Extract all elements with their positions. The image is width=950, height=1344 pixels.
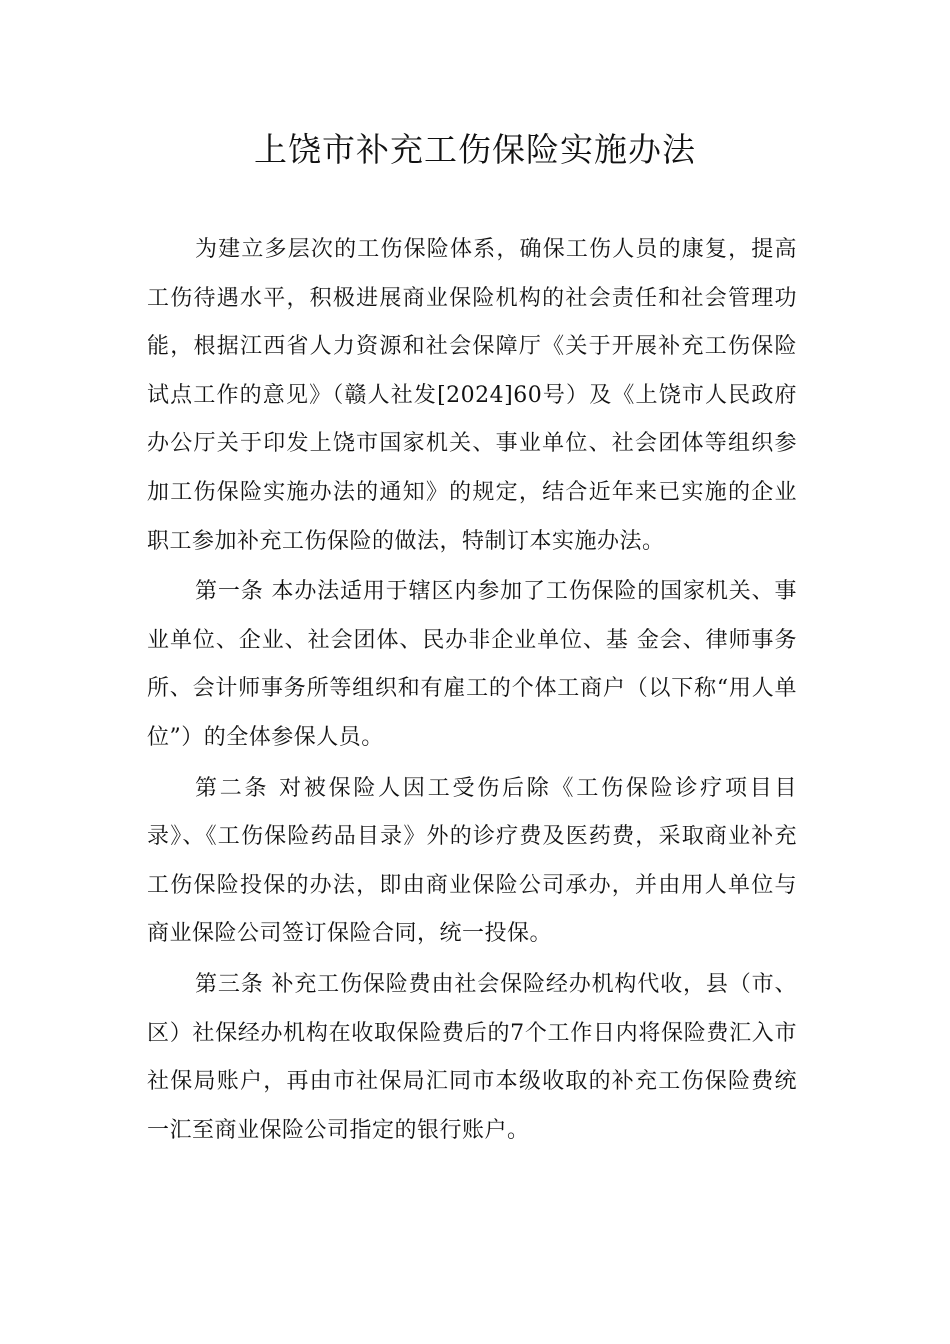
document-title: 上饶市补充工伤保险实施办法 — [254, 130, 696, 169]
article-3-paragraph: 第三条 补充工伤保险费由社会保险经办机构代收，县（市、区）社保经办机构在收取保险费后的7个工作日内将保险费汇入市社保局账户，再由市社保局汇同市本级收取的补充工伤保险费统一汇至商业保险公司指定的银行账户。 — [147, 971, 797, 1143]
article-1-paragraph: 第一条 本办法适用于辖区内参加了工伤保险的国家机关、事业单位、企业、社会团体、民办非企业单位、基 金会、律师事务所、会计师事务所等组织和有雇工的个体工商户（以下称“用人单位”）的全体参保人员。 — [147, 579, 797, 750]
document-body — [147, 226, 797, 1157]
article-2-paragraph: 第二条 对被保险人因工受伤后除《工伤保险诊疗项目目录》、《工伤保险药品目录》外的诊疗费及医药费，采取商业补充工伤保险投保的办法，即由商业保险公司承办，并由用人单位与商业保险公司签订保险合同，统一投保。 — [147, 775, 797, 947]
preamble-paragraph: 为建立多层次的工伤保险体系，确保工伤人员的康复，提高工伤待遇水平，积极进展商业保险机构的社会责任和社会管理功能，根据江西省人力资源和社会保障厅《关于开展补充工伤保险试点工作的意见》（赣人社发[2024]60号）及《上饶市人民政府办公厅关于印发上饶市国家机关、事业单位、社会团体等组织参加工伤保险实施办法的通知》的规定，结合近年来已实施的企业职工参加补充工伤保险的做法，特制订本实施办法。 — [147, 237, 797, 554]
